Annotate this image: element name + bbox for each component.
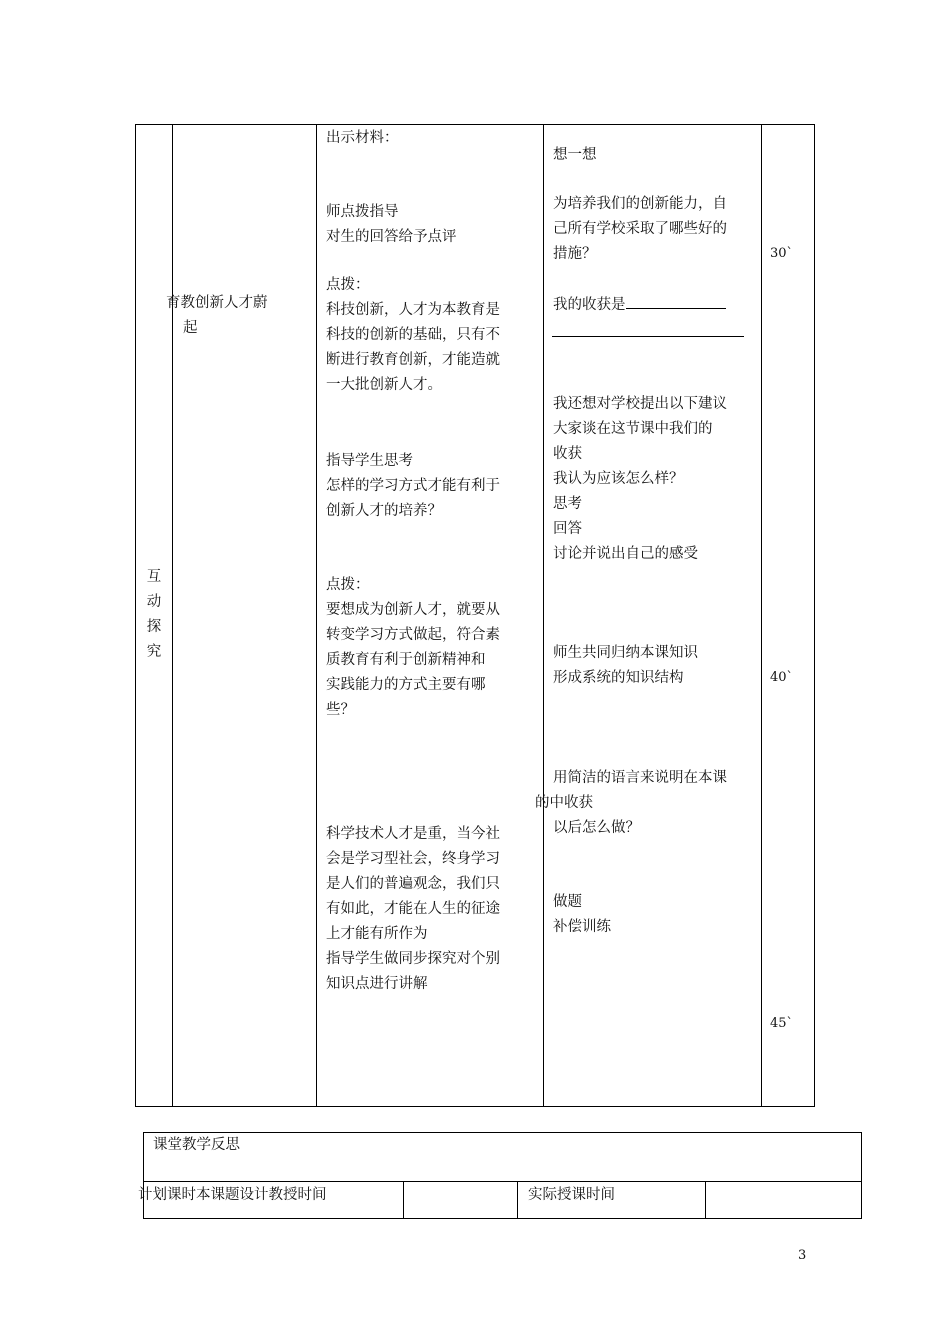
student-summary: 形成系统的知识结构 xyxy=(553,670,684,686)
time-mark: 45` xyxy=(770,1016,794,1031)
teacher-guide-3: 创新人才的培养？ xyxy=(326,503,442,519)
reflection-table-border xyxy=(143,1181,862,1182)
student-suggest: 回答 xyxy=(553,521,582,537)
page-number: 3 xyxy=(798,1248,807,1263)
student-suggest: 我还想对学校提出以下建议 xyxy=(553,396,727,412)
student-suggest: 我认为应该怎么样？ xyxy=(553,471,684,487)
main-table-bottom-border xyxy=(135,1106,815,1107)
teacher-guide-5: 会是学习型社会，终身学习 xyxy=(326,851,500,867)
student-practice: 补偿训练 xyxy=(553,919,611,935)
student-suggest: 大家谈在这节课中我们的 xyxy=(553,421,713,437)
teacher-guide-5: 上才能有所作为 xyxy=(326,926,428,942)
reflection-table-border xyxy=(705,1181,706,1219)
plan-time-label: 计划课时本课题设计教授时间 xyxy=(138,1187,327,1203)
main-table-col-border xyxy=(543,124,544,1107)
reflection-table-border xyxy=(143,1218,862,1219)
reflection-table-border xyxy=(517,1181,518,1219)
student-explain: 以后怎么做？ xyxy=(553,820,640,836)
reflection-title: 课堂教学反思 xyxy=(153,1137,240,1153)
teacher-guide-4: 些？ xyxy=(326,702,355,718)
student-practice: 做题 xyxy=(553,894,582,910)
teacher-material: 出示材料： xyxy=(326,130,399,146)
teacher-guide-5: 指导学生做同步探究对个别 xyxy=(326,951,500,967)
student-explain: 的中收获 xyxy=(535,795,593,811)
fill-blank-line-2 xyxy=(552,336,744,337)
teacher-guide-5: 知识点进行讲解 xyxy=(326,976,428,992)
topic-line-1: 育教创新人才蔚 xyxy=(166,295,268,311)
student-q1: 为培养我们的创新能力，自 xyxy=(553,196,727,212)
teacher-guide-2: 科技创新，人才为本教育是 xyxy=(326,302,500,318)
student-gain-label: 我的收获是 xyxy=(553,297,626,313)
time-mark: 30` xyxy=(770,246,794,261)
teacher-guide-4: 实践能力的方式主要有哪 xyxy=(326,677,486,693)
teacher-guide-2: 点拨： xyxy=(326,277,370,293)
fill-blank-line xyxy=(626,308,726,309)
main-table-top-border xyxy=(135,124,815,125)
teacher-guide-4: 要想成为创新人才，就要从 xyxy=(326,602,500,618)
student-suggest: 收获 xyxy=(553,446,582,462)
student-summary: 师生共同归纳本课知识 xyxy=(553,645,698,661)
student-think: 想一想 xyxy=(553,147,597,163)
main-table-col-border xyxy=(761,124,762,1107)
reflection-table-border xyxy=(861,1132,862,1219)
teacher-guide-4: 质教育有利于创新精神和 xyxy=(326,652,486,668)
student-q1: 措施？ xyxy=(553,246,597,262)
teacher-guide-2: 科技的创新的基础，只有不 xyxy=(326,327,500,343)
teacher-guide-5: 有如此，才能在人生的征途 xyxy=(326,901,500,917)
teacher-guide-5: 科学技术人才是重，当今社 xyxy=(326,826,500,842)
time-mark: 40` xyxy=(770,670,794,685)
teacher-guide-5: 是人们的普遍观念，我们只 xyxy=(326,876,500,892)
section-label: 互 动 探 究 xyxy=(146,569,162,660)
reflection-table-border xyxy=(403,1181,404,1219)
student-suggest: 讨论并说出自己的感受 xyxy=(553,546,698,562)
topic-line-2: 起 xyxy=(183,320,198,336)
student-q1: 己所有学校采取了哪些好的 xyxy=(553,221,727,237)
main-table-col-border xyxy=(135,124,136,1107)
teacher-guide-1: 师点拨指导 xyxy=(326,204,399,220)
teacher-guide-3: 指导学生思考 xyxy=(326,453,413,469)
student-explain: 用简洁的语言来说明在本课 xyxy=(553,770,727,786)
teacher-guide-2: 断进行教育创新，才能造就 xyxy=(326,352,500,368)
student-suggest: 思考 xyxy=(553,496,582,512)
main-table-col-border xyxy=(814,124,815,1107)
teacher-guide-4: 转变学习方式做起，符合素 xyxy=(326,627,500,643)
student-gain xyxy=(553,293,726,318)
actual-time-label: 实际授课时间 xyxy=(528,1187,615,1203)
teacher-guide-3: 怎样的学习方式才能有利于 xyxy=(326,478,500,494)
reflection-table-border xyxy=(143,1132,862,1133)
main-table-col-border xyxy=(172,124,173,1107)
main-table-col-border xyxy=(316,124,317,1107)
teacher-guide-2: 一大批创新人才。 xyxy=(326,377,442,393)
teacher-guide-4: 点拨： xyxy=(326,577,370,593)
teacher-guide-1: 对生的回答给予点评 xyxy=(326,229,457,245)
